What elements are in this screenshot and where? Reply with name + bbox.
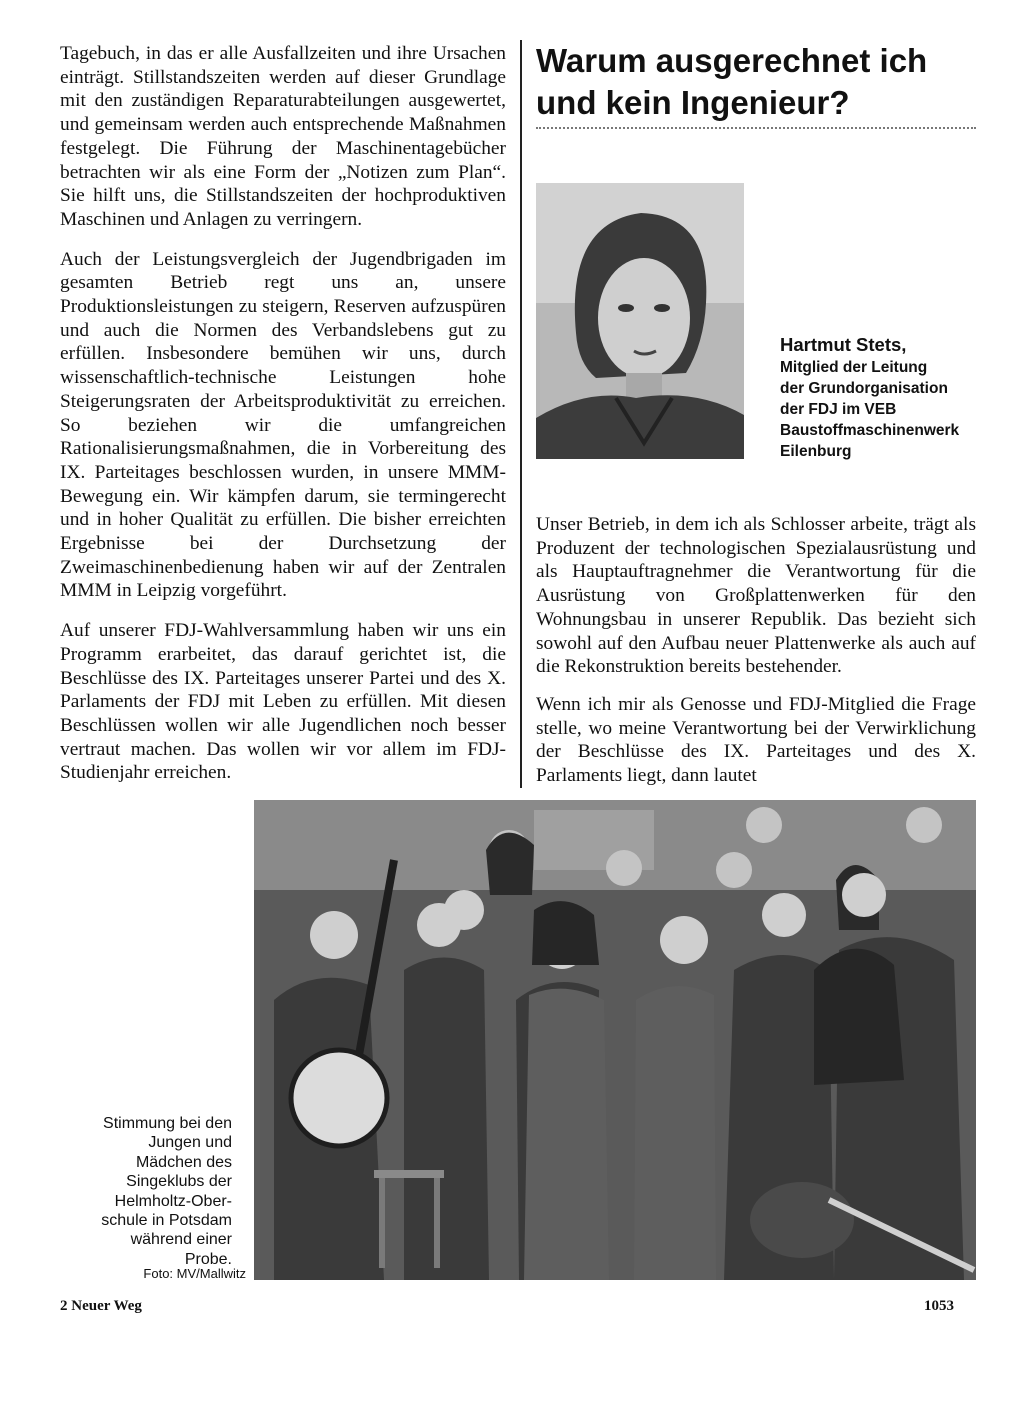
column-divider — [520, 40, 522, 788]
article-headline — [536, 40, 976, 124]
paragraph: Tagebuch, in das er alle Ausfallzeiten und ihre Ursachen einträgt. Stillstandszeiten werden auf dieser Grundlage mit den zuständigen Reparaturabteilungen ausgewertet, und gemeinsam werden auch entsprechende Maßnahmen festgelegt. Die Führung der Maschinentagebücher betrachten wir als eine Form der „Notizen zum Plan“. Sie hilft uns, die Stillstandszeiten der hochproduktiven Maschinen und Anlagen zu verringern. — [60, 43, 506, 230]
publication-footer: 2 Neuer Weg — [60, 1298, 142, 1314]
portrait-caption — [780, 333, 980, 462]
caption-line: Probe. — [184, 1250, 232, 1268]
left-column — [60, 42, 506, 801]
caption-line: der Grundorganisation — [780, 380, 948, 397]
caption-line: Stimmung bei den — [103, 1115, 232, 1132]
headline-rule — [536, 127, 976, 129]
right-column — [536, 513, 976, 802]
caption-line: während einer — [130, 1231, 232, 1249]
caption-line: Singeklubs der — [126, 1173, 232, 1191]
headline-line: und kein Ingenieur? — [536, 84, 850, 121]
photo-caption — [60, 1114, 232, 1269]
paragraph: Unser Betrieb, in dem ich als Schlosser arbeite, trägt als Produzent der technologischen Spezialausrüstung und als Hauptauftragnehmer die Verantwortung für die Ausrüstung von Großplattenwerken für den Wohnungsbau in unserer Republik. Das bezieht sich sowohl auf den Aufbau neuer Plattenwerke als auch auf die Rekonstruktion bereits bestehender. — [536, 514, 976, 678]
portrait-illustration — [536, 183, 744, 459]
caption-line: Helmholtz-Ober- — [114, 1192, 232, 1210]
person-name: Hartmut Stets, — [780, 334, 907, 355]
headline-line: Warum ausgerechnet ich — [536, 42, 928, 79]
caption-line: Eilenburg — [780, 443, 852, 460]
caption-line: Jungen und — [148, 1134, 232, 1152]
paragraph: Auf unserer FDJ-Wahlversammlung haben wir uns ein Programm erarbeitet, das darauf gerichtet ist, die Beschlüsse des IX. Parteitages unserer Partei und des X. Parlaments der FDJ mit Leben zu erfüllen. Mit diesen Beschlüssen wollen wir alle Jugendlichen noch besser vertraut machen. Das wollen wir vor allem im FDJ-Studienjahr erreichen. — [60, 620, 506, 784]
page-number: 1053 — [924, 1298, 954, 1314]
group-photo-illustration — [254, 800, 976, 1280]
caption-line: Baustoffmaschinenwerk — [780, 422, 960, 439]
caption-line: Mitglied der Leitung — [780, 359, 928, 376]
group-photo — [254, 800, 976, 1280]
photo-credit: Foto: MV/Mallwitz — [143, 1266, 246, 1281]
caption-line: der FDJ im VEB — [780, 401, 897, 418]
paragraph: Wenn ich mir als Genosse und FDJ-Mitglied die Frage stelle, wo meine Verantwortung bei der Verwirklichung der Beschlüsse des IX. Parteitages und des X. Parlaments liegt, dann lautet — [536, 693, 976, 787]
paragraph: Auch der Leistungsvergleich der Jugendbrigaden im gesamten Betrieb regt uns an, unsere Produktionsleistungen zu steigern, Reserven aufzuspüren und auch die Normen des Verbandslebens gut zu erfüllen. Insbesondere bemühen wir uns, durch wissenschaftlich-technische Leistungen hohe Steigerungsraten der Arbeitsproduktivität zu erreichen. So beziehen wir die umfangreichen Rationalisierungsmaßnahmen, die in Vorbereitung des IX. Parteitages beschlossen wurden, in unsere MMM-Bewegung ein. Wir kämpfen darum, sie termingerecht und in hoher Qualität zu erfüllen. Die bisher erreichten Ergebnisse bei der Durchsetzung der Zweimaschinenbedienung haben wir auf der Zentralen MMM in Leipzig vorgeführt. — [60, 248, 506, 602]
caption-line: schule in Potsdam — [101, 1212, 232, 1230]
caption-line: Mädchen des — [135, 1153, 232, 1171]
portrait-photo — [536, 183, 744, 459]
